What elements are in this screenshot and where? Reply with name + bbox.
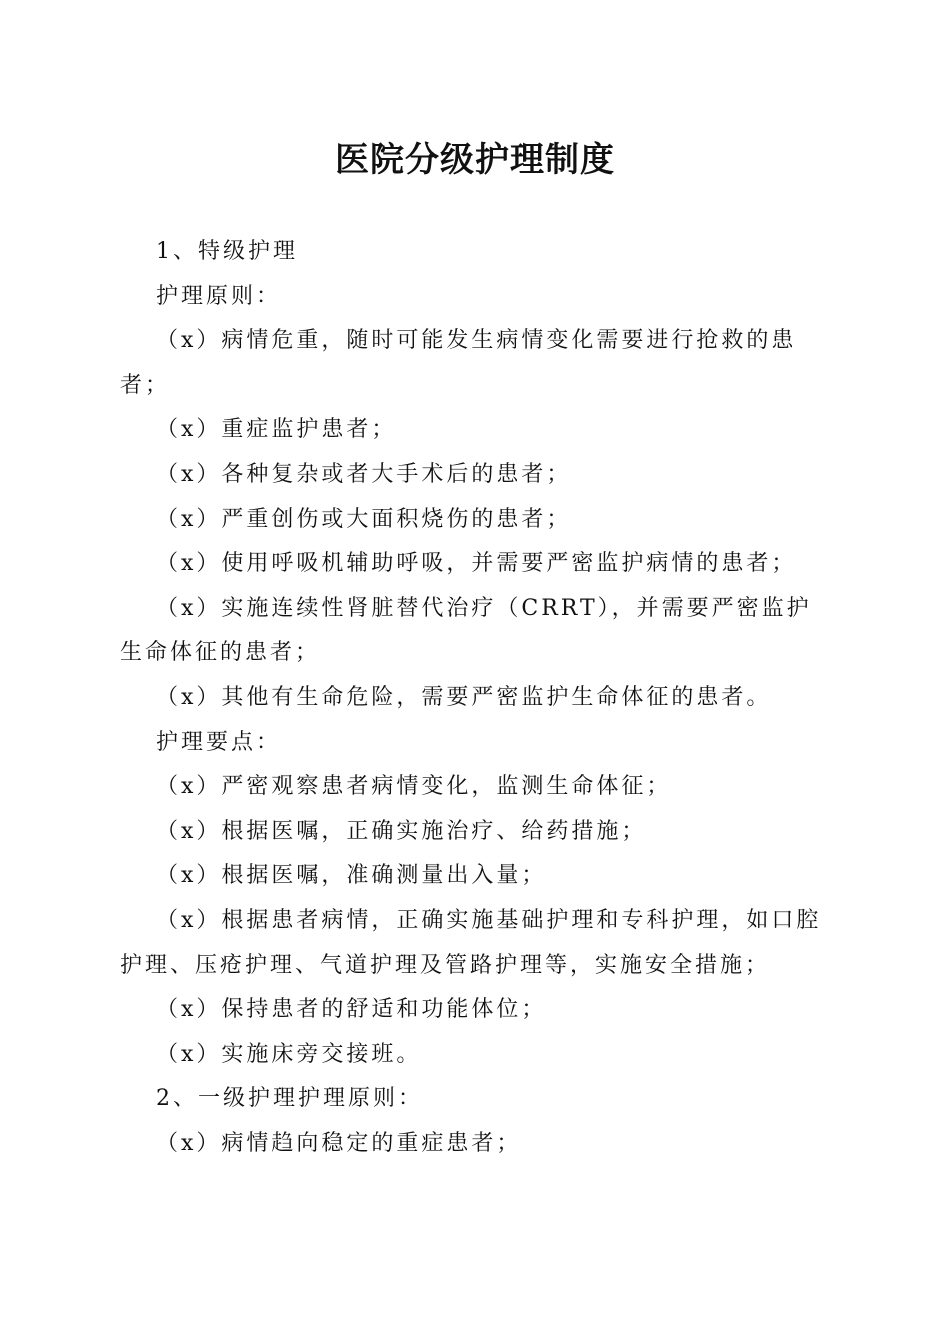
list-item: （x）重症监护患者； <box>156 417 397 443</box>
list-item: （x）其他有生命危险，需要严密监护生命体征的患者。 <box>156 684 772 710</box>
document-title: 医院分级护理制度 <box>335 140 615 180</box>
subheading-care-principles: 护理原则： <box>156 283 282 309</box>
subheading-care-key-points: 护理要点： <box>156 729 282 755</box>
list-item: （x）根据医嘱，准确测量出入量； <box>156 863 547 889</box>
list-item: （x）各种复杂或者大手术后的患者； <box>156 461 572 487</box>
section-heading-special-care: 1、特级护理 <box>156 239 298 264</box>
list-item: （x）实施连续性肾脏替代治疗（CRRT），并需要严密监护生命体征的患者； <box>120 595 812 666</box>
list-item: （x）严密观察患者病情变化，监测生命体征； <box>156 774 672 800</box>
list-item: （x）病情趋向稳定的重症患者； <box>156 1130 522 1156</box>
list-item: （x）病情危重，随时可能发生病情变化需要进行抢救的患者； <box>120 328 797 398</box>
list-item: （x）实施床旁交接班。 <box>156 1041 422 1067</box>
section-heading-first-level-care: 2、一级护理护理原则： <box>156 1086 423 1112</box>
list-item: （x）严重创伤或大面积烧伤的患者； <box>156 506 572 532</box>
list-item: （x）保持患者的舒适和功能体位； <box>156 997 547 1023</box>
list-item: （x）根据患者病情，正确实施基础护理和专科护理，如口腔护理、压疮护理、气道护理及管路护理等，实施安全措施； <box>120 907 822 978</box>
list-item: （x）使用呼吸机辅助呼吸，并需要严密监护病情的患者； <box>156 551 797 577</box>
list-item: （x）根据医嘱，正确实施治疗、给药措施； <box>156 818 647 844</box>
document-body <box>120 230 826 1166</box>
